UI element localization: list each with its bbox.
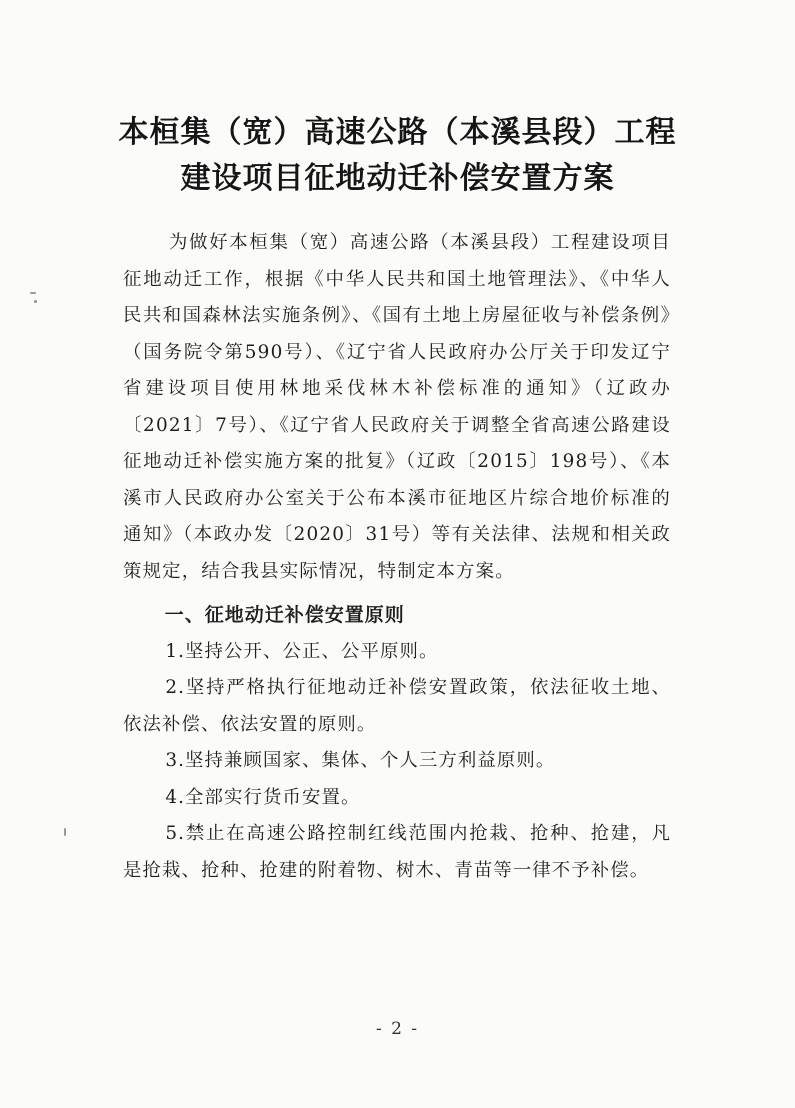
document-title-line-2: 建设项目征地动迁补偿安置方案 bbox=[180, 161, 615, 196]
scan-mark bbox=[30, 292, 36, 294]
intro-paragraph: 为做好本桓集（宽）高速公路（本溪县段）工程建设项目征地动迁工作，根据《中华人民共和国土地管理法》、《中华人民共和国森林法实施条例》、《国有土地上房屋征收与补偿条例》（国务院令第590号）、《辽宁省人民政府办公厅关于印发辽宁省建设项目使用林地采伐林木补偿标准的通知》（辽政办〔2021〕7号）、《辽宁省人民政府关于调整全省高速公路建设征地动迁补偿实施方案的批复》（辽政〔2015〕198号）、《本溪市人民政府办公室关于公布本溪市征地区片综合地价标准的通知》（本政办发〔2020〕31号）等有关法律、法规和相关政策规定，结合我县实际情况，特制定本方案。 bbox=[123, 232, 671, 582]
principle-item-2: 2.坚持严格执行征地动迁补偿安置政策，依法征收土地、依法补偿、依法安置的原则。 bbox=[123, 677, 671, 735]
section-heading-principles: 一、征地动迁补偿安置原则 bbox=[164, 604, 405, 626]
principle-item-5: 5.禁止在高速公路控制红线范围内抢栽、抢种、抢建，凡是抢栽、抢种、抢建的附着物、树木、青苗等一律不予补偿。 bbox=[123, 823, 671, 881]
principle-item-3: 3.坚持兼顾国家、集体、个人三方利益原则。 bbox=[165, 750, 556, 771]
scan-mark bbox=[64, 828, 66, 836]
scan-mark bbox=[34, 300, 37, 303]
principle-item-1: 1.坚持公开、公正、公平原则。 bbox=[165, 640, 439, 662]
document-body bbox=[123, 225, 671, 889]
principle-item-4: 4.全部实行货币安置。 bbox=[165, 786, 361, 808]
document-title-line-1: 本桓集（宽）高速公路（本溪县段）工程 bbox=[118, 115, 677, 150]
page-number: - 2 - bbox=[375, 1019, 420, 1039]
